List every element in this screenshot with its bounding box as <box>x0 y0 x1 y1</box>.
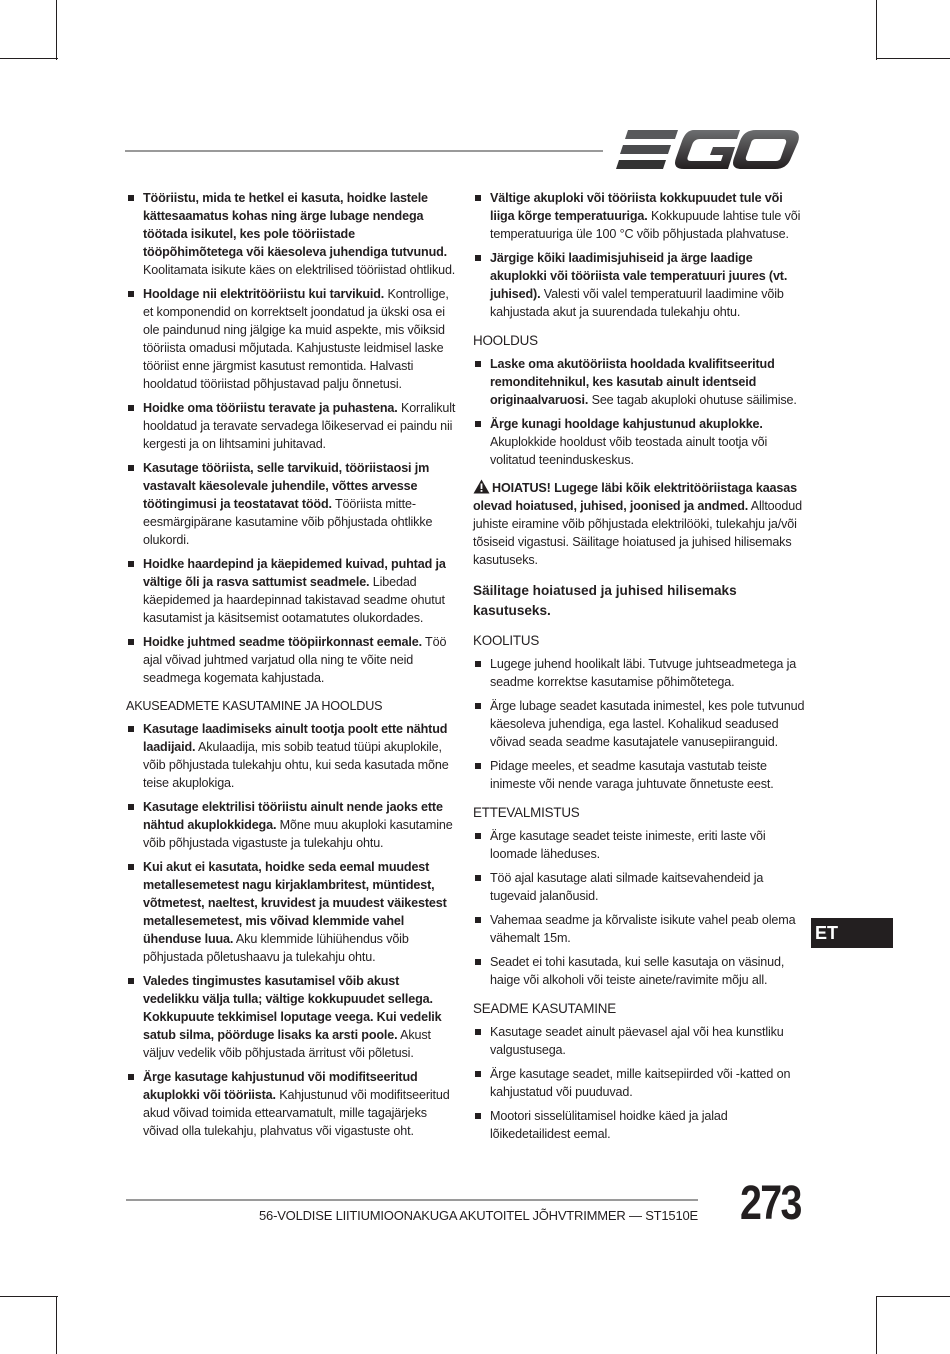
list-item: Ärge lubage seadet kasutada inimestel, kes pole tutvunud käesoleva juhendiga, ega lastel. Kohalikud seadused võivad seada seadme kasutajatele vanusepiiranguid. <box>473 697 805 751</box>
crop-mark <box>876 1296 950 1297</box>
intro-list-left <box>126 189 456 687</box>
list-item: Kasutage laadimiseks ainult tootja poolt ette nähtud laadijaid. Akulaadija, mis sobib teatud tüüpi akuplokile, võib põhjustada tulekahju ohtu, kui seda kasutada mõne teise akuplokiga. <box>126 720 456 792</box>
header-rule <box>125 150 603 152</box>
keep-instructions-note: Säilitage hoiatused ja juhised hilisemaks kasutuseks. <box>473 583 737 618</box>
list-item: Lugege juhend hoolikalt läbi. Tutvuge juhtseadmetega ja seadme korrektse kasutamise põhimõtetega. <box>473 655 805 691</box>
crop-mark <box>0 1296 58 1297</box>
preparation-list <box>473 827 805 989</box>
list-item: Seadet ei tohi kasutada, kui selle kasutaja on väsinud, haige või alkoholi või teiste ainete/ravimite mõju all. <box>473 953 805 989</box>
list-item: Kasutage seadet ainult päevasel ajal või hea kunstliku valgustusega. <box>473 1023 805 1059</box>
list-item: Ärge kunagi hooldage kahjustunud akuplokke. Akuplokkide hooldust võib teostada ainult tootja või volitatud teeninduskeskus. <box>473 415 805 469</box>
section-heading-preparation: ETTEVALMISTUS <box>473 805 580 820</box>
list-item: Mootori sisselülitamisel hoidke käed ja jalad lõikedetailidest eemal. <box>473 1107 805 1143</box>
list-item: Kasutage tööriista, selle tarvikuid, tööriistaosi jm vastavalt käesolevale juhendile, võttes arvesse töötingimusi ja teostatavat tööd. Tööriista mitte-eesmärgipärane kasutamine võib põhjustada ohtlikke olukordi. <box>126 459 456 549</box>
list-item: Järgige kõiki laadimisjuhiseid ja ärge laadige akuplokki või tööriista vale temperatuuri juures (vt. juhised). Valesti või valel temperatuuril laadimine võib kahjustada akut ja suurendada tulekahju ohtu. <box>473 249 805 321</box>
list-item: Laske oma akutööriista hooldada kvalifitseeritud remonditehnikul, kes kasutab ainult identseid originaalvaruosi. See tagab akuploki ohutuse säilimise. <box>473 355 805 409</box>
section-heading-battery: AKUSEADMETE KASUTAMINE JA HOOLDUS <box>126 699 383 713</box>
page-number: 273 <box>740 1177 801 1230</box>
warning-icon <box>473 479 490 494</box>
list-item: Ärge kasutage seadet teiste inimeste, eriti laste või loomade läheduses. <box>473 827 805 863</box>
right-column <box>473 189 805 1149</box>
footer-title: 56-VOLDISE LIITIUMIOONAKUGA AKUTOITEL JÕHVTRIMMER — ST1510E <box>259 1208 698 1223</box>
list-item: Vahemaa seadme ja kõrvaliste isikute vahel peab olema vähemalt 15m. <box>473 911 805 947</box>
crop-mark <box>876 1296 877 1354</box>
crop-mark <box>56 1296 57 1354</box>
list-item: Pidage meeles, et seadme kasutaja vastutab teiste inimeste või nende varaga juhtuvate õnnetuste eest. <box>473 757 805 793</box>
usage-list <box>473 1023 805 1143</box>
section-heading-training: KOOLITUS <box>473 633 540 648</box>
service-list <box>473 355 805 469</box>
crop-mark <box>876 58 950 59</box>
list-item: Hoidke oma tööriistu teravate ja puhastena. Korralikult hooldatud ja teravate servadega lõikeservad ei paindu nii kergesti ja on lihtsamini juhitavad. <box>126 399 456 453</box>
crop-mark <box>0 58 58 59</box>
intro-list-right <box>473 189 805 321</box>
left-column <box>126 189 456 1146</box>
list-item: Kui akut ei kasutata, hoidke seda eemal muudest metallesemetest nagu kirjaklambritest, müntidest, võtmetest, naeltest, kruvidest ja muudest väikestest metallesemetest, mis võivad klemmide vahel ühenduse luua. Aku klemmide lühiühendus võib põhjustada põletushaavu ja tulekahju ohtu. <box>126 858 456 966</box>
list-item: Vältige akuploki või tööriista kokkupuudet tule või liiga kõrge temperatuuriga. Kokkupuude lahtise tule või temperatuuriga üle 100 °C võib põhjustada plahvatuse. <box>473 189 805 243</box>
list-item: Kasutage elektrilisi tööriistu ainult nende jaoks ette nähtud akuplokkidega. Mõne muu akuploki kasutamine võib põhjustada vigastuste ja tulekahju ohtu. <box>126 798 456 852</box>
battery-list <box>126 720 456 1140</box>
list-item: Ärge kasutage kahjustunud või modifitseeritud akuplokki või tööriista. Kahjustunud või modifitseeritud akud võivad toimida ettearvamatult, mille tagajärjeks võivad olla tulekahju, plahvatus või vigastuste oht. <box>126 1068 456 1140</box>
crop-mark <box>56 0 57 60</box>
crop-mark <box>876 0 877 60</box>
section-heading-service: HOOLDUS <box>473 333 538 348</box>
list-item: Hooldage nii elektritööriistu kui tarvikuid. Kontrollige, et komponendid on korrektselt joondatud ja ükski osa ei ole paindunud ning jälgige ka muid aspekte, mis võiksid tööriista omadusi mõjutada. Kahjustuste leidmisel laske tööriist enne järgmist kasutust remontida. Halvasti hooldatud tööriistad põhjustavad palju õnnetusi. <box>126 285 456 393</box>
ego-logo <box>616 128 800 172</box>
list-item: Valedes tingimustes kasutamisel võib akust vedelikku välja tulla; vältige kokkupuudet sellega. Kokkupuute tekkimisel loputage veega. Kui vedelik satub silma, pöörduge lisaks ka arsti poole. Akust väljuv vedelik võib põhjustada ärritust või põletusi. <box>126 972 456 1062</box>
footer-rule <box>126 1199 698 1201</box>
section-heading-usage: SEADME KASUTAMINE <box>473 1001 616 1016</box>
warning-block: HOIATUS! Lugege läbi kõik elektritööriistaga kaasas olevad hoiatused, juhised, joonised ja andmed. Alltoodud juhiste eiramine võib põhjustada elektrilööki, tulekahju ja/või tõsiseid vigastusi. Säilitage hoiatused ja juhised hilisemaks kasutuseks. <box>473 481 802 567</box>
list-item: Töö ajal kasutage alati silmade kaitsevahendeid ja tugevaid jalanõusid. <box>473 869 805 905</box>
list-item: Ärge kasutage seadet, mille kaitsepiirded või -katted on kahjustatud või puuduvad. <box>473 1065 805 1101</box>
language-tab: ET <box>811 918 893 948</box>
training-list <box>473 655 805 793</box>
list-item: Hoidke juhtmed seadme tööpiirkonnast eemale. Töö ajal võivad juhtmed varjatud olla ning te võite neid seadmega kogemata kahjustada. <box>126 633 456 687</box>
list-item: Hoidke haardepind ja käepidemed kuivad, puhtad ja vältige õli ja rasva sattumist seadmele. Libedad käepidemed ja haardepinnad takistavad seadme ohutut kasutamist ja käsitsemist ootamatutes olukordades. <box>126 555 456 627</box>
warning-label: HOIATUS! <box>492 481 551 495</box>
list-item: Tööriistu, mida te hetkel ei kasuta, hoidke lastele kättesaamatus kohas ning ärge lubage nendega töötada isikutel, kes pole tööriistade tööpõhimõtetega või käesoleva juhendiga tutvunud. Koolitamata isikute käes on elektrilised tööriistad ohtlikud. <box>126 189 456 279</box>
